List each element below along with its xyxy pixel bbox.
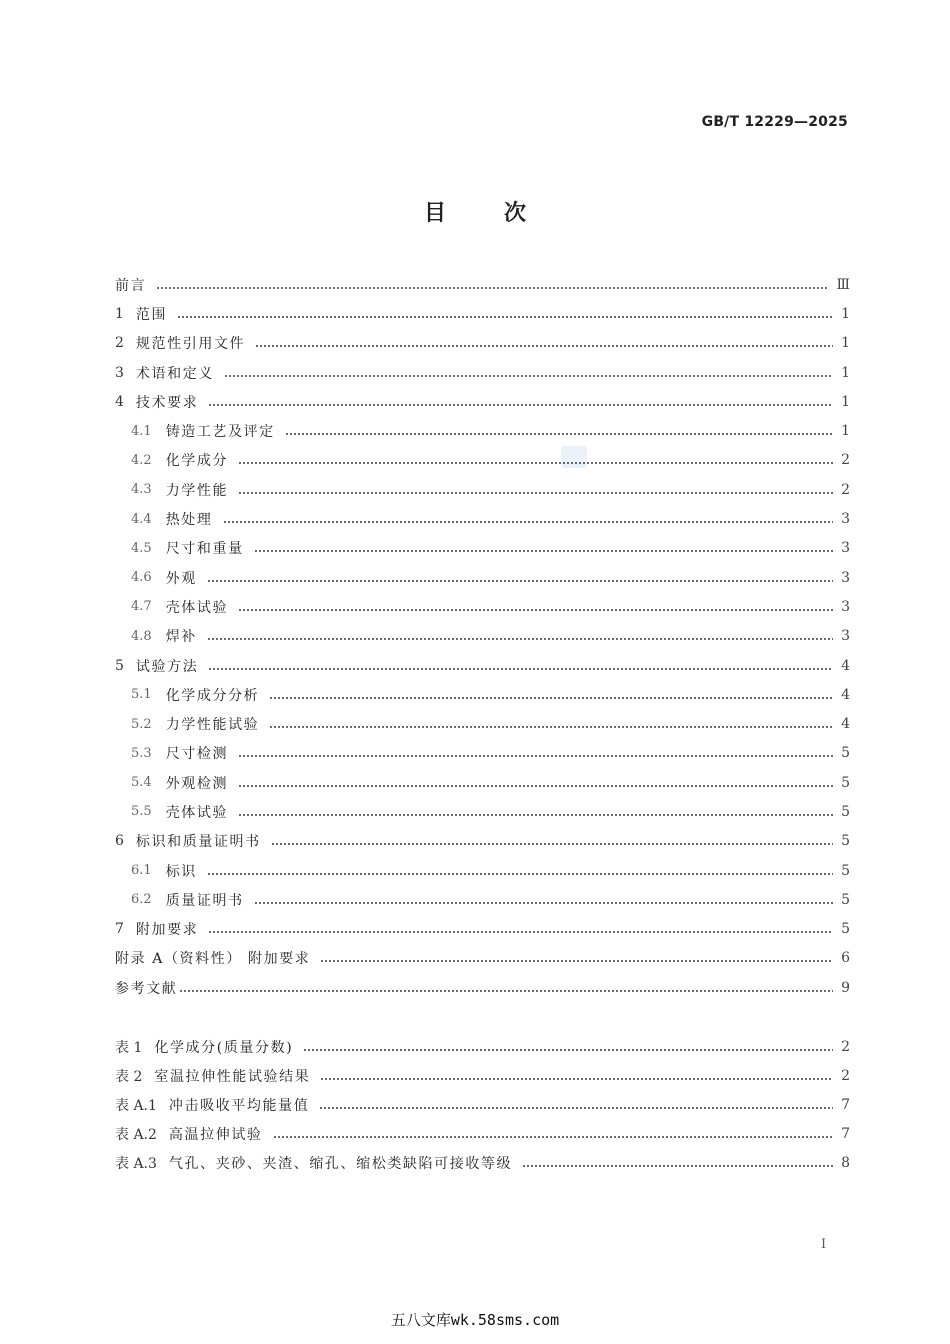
dot-leader bbox=[238, 755, 833, 757]
toc-entry-label: 术语和定义 bbox=[135, 365, 214, 382]
toc-entry[interactable] bbox=[115, 1090, 850, 1119]
dot-leader bbox=[238, 492, 833, 494]
toc-entry-page: 8 bbox=[841, 1154, 850, 1171]
toc-entry-page: 4 bbox=[841, 716, 850, 733]
toc-entry[interactable] bbox=[115, 563, 850, 592]
toc-entry-page: 3 bbox=[841, 540, 850, 557]
toc-entry-number: 4.3 bbox=[131, 482, 152, 498]
toc-entry-number: 4.5 bbox=[131, 540, 152, 556]
toc-entry-label: 尺寸和重量 bbox=[165, 541, 244, 558]
toc-entry-label: 尺寸检测 bbox=[165, 746, 229, 763]
dot-leader bbox=[271, 843, 833, 845]
toc-entry-label: 附加要求 bbox=[135, 922, 199, 939]
toc-entry[interactable] bbox=[115, 797, 850, 826]
dot-leader bbox=[223, 521, 834, 523]
toc-entry-number: 5.2 bbox=[131, 716, 152, 732]
table-of-contents bbox=[115, 270, 850, 1002]
toc-entry-page: 1 bbox=[841, 423, 850, 440]
toc-entry-page: 2 bbox=[841, 1067, 850, 1084]
toc-entry-number: 4 bbox=[115, 393, 124, 410]
toc-entry-page: 7 bbox=[841, 1096, 850, 1113]
toc-entry-page: 2 bbox=[841, 481, 850, 498]
toc-entry[interactable] bbox=[115, 358, 850, 387]
dot-leader bbox=[303, 1049, 833, 1051]
footer-watermark-text: 五八文库wk.58sms.com bbox=[390, 1311, 560, 1329]
toc-entry-number: 6.2 bbox=[131, 892, 152, 908]
dot-leader bbox=[156, 287, 828, 289]
toc-entry-label: 壳体试验 bbox=[165, 599, 229, 616]
toc-entry-number: 表 2 bbox=[115, 1068, 143, 1085]
dot-leader bbox=[319, 1107, 833, 1109]
toc-entry[interactable] bbox=[115, 534, 850, 563]
dot-leader bbox=[238, 609, 833, 611]
toc-entry-number: 5.1 bbox=[131, 687, 152, 703]
dot-leader bbox=[238, 814, 833, 816]
toc-entry-number: 5.5 bbox=[131, 804, 152, 820]
toc-entry[interactable] bbox=[115, 1061, 850, 1090]
toc-entry-number: 3 bbox=[115, 364, 124, 381]
toc-entry-number: 4.8 bbox=[131, 628, 152, 644]
toc-entry-number: 4.4 bbox=[131, 511, 152, 527]
toc-entry-page: 5 bbox=[841, 774, 850, 791]
toc-entry-label: 焊补 bbox=[165, 629, 197, 646]
dot-leader bbox=[522, 1165, 833, 1167]
toc-entry-number: 5.4 bbox=[131, 775, 152, 791]
toc-entry-label: 高温拉伸试验 bbox=[168, 1126, 263, 1143]
toc-entry-page: 1 bbox=[841, 305, 850, 322]
toc-entry[interactable] bbox=[115, 680, 850, 709]
dot-leader bbox=[208, 404, 833, 406]
toc-entry-page: 5 bbox=[841, 891, 850, 908]
toc-entry[interactable] bbox=[115, 651, 850, 680]
toc-entry-number: 4.6 bbox=[131, 570, 152, 586]
toc-entry-label: 前言 bbox=[115, 277, 147, 294]
toc-entry-label: 力学性能 bbox=[165, 482, 229, 499]
toc-entry-number: 4.7 bbox=[131, 599, 152, 615]
list-of-tables bbox=[115, 1032, 850, 1177]
toc-entry[interactable] bbox=[115, 329, 850, 358]
toc-entry[interactable] bbox=[115, 768, 850, 797]
toc-entry-page: 4 bbox=[841, 686, 850, 703]
toc-entry-label: 壳体试验 bbox=[165, 804, 229, 821]
toc-entry-page: 3 bbox=[841, 628, 850, 645]
toc-entry-page: 3 bbox=[841, 511, 850, 528]
toc-entry[interactable] bbox=[115, 1119, 850, 1148]
toc-entry-label: 铸造工艺及评定 bbox=[165, 424, 275, 441]
toc-entry-label: 化学成分 bbox=[165, 453, 229, 470]
toc-entry-label: 试验方法 bbox=[135, 658, 199, 675]
toc-entry-page: 7 bbox=[841, 1125, 850, 1142]
dot-leader bbox=[285, 433, 833, 435]
toc-entry-page: 1 bbox=[841, 335, 850, 352]
toc-entry[interactable] bbox=[115, 885, 850, 914]
toc-entry-page: 2 bbox=[841, 452, 850, 469]
toc-entry[interactable] bbox=[115, 709, 850, 738]
dot-leader bbox=[208, 668, 833, 670]
toc-entry-number: 表 A.2 bbox=[115, 1126, 157, 1143]
toc-entry[interactable] bbox=[115, 944, 850, 973]
toc-entry-page: 5 bbox=[841, 921, 850, 938]
toc-entry[interactable] bbox=[115, 973, 850, 1002]
toc-entry[interactable] bbox=[115, 827, 850, 856]
title-char-1: 目 bbox=[423, 201, 446, 226]
toc-entry[interactable] bbox=[115, 592, 850, 621]
toc-entry-page: 3 bbox=[841, 598, 850, 615]
toc-entry-page: 5 bbox=[841, 833, 850, 850]
toc-entry-label: 附录 A（资料性） 附加要求 bbox=[115, 951, 311, 968]
toc-entry-page: 3 bbox=[841, 569, 850, 586]
dot-leader bbox=[320, 1078, 833, 1080]
toc-entry-page: 5 bbox=[841, 862, 850, 879]
dot-leader bbox=[273, 1136, 834, 1138]
toc-entry[interactable] bbox=[115, 915, 850, 944]
standard-code: GB/T 12229—2025 bbox=[701, 114, 848, 130]
toc-entry-page: 4 bbox=[841, 657, 850, 674]
dot-leader bbox=[269, 697, 833, 699]
toc-entry[interactable] bbox=[115, 416, 850, 445]
dot-leader bbox=[224, 375, 833, 377]
dot-leader bbox=[207, 638, 833, 640]
toc-entry-page: 6 bbox=[841, 950, 850, 967]
toc-entry[interactable] bbox=[115, 1032, 850, 1061]
dot-leader bbox=[238, 462, 833, 464]
dot-leader bbox=[177, 316, 833, 318]
toc-entry[interactable] bbox=[115, 299, 850, 328]
dot-leader bbox=[179, 990, 833, 992]
toc-entry-number: 1 bbox=[115, 305, 124, 322]
toc-entry[interactable] bbox=[115, 856, 850, 885]
toc-entry-label: 外观检测 bbox=[165, 775, 229, 792]
toc-entry-number: 7 bbox=[115, 921, 124, 938]
toc-entry-number: 6.1 bbox=[131, 863, 152, 879]
toc-entry-label: 标识 bbox=[165, 863, 197, 880]
toc-entry-page: 5 bbox=[841, 745, 850, 762]
dot-leader bbox=[238, 785, 833, 787]
toc-entry-label: 技术要求 bbox=[135, 394, 199, 411]
toc-entry-number: 4.2 bbox=[131, 452, 152, 468]
dot-leader bbox=[320, 960, 833, 962]
toc-entry-number: 表 A.3 bbox=[115, 1155, 157, 1172]
toc-entry[interactable] bbox=[115, 446, 850, 475]
toc-entry-page: 5 bbox=[841, 803, 850, 820]
toc-entry-number: 4.1 bbox=[131, 423, 152, 439]
dot-leader bbox=[255, 345, 833, 347]
toc-entry-label: 室温拉伸性能试验结果 bbox=[154, 1068, 311, 1085]
dot-leader bbox=[208, 931, 833, 933]
toc-entry-number: 2 bbox=[115, 335, 124, 352]
toc-entry-page: Ⅲ bbox=[836, 276, 850, 293]
page-title bbox=[0, 196, 950, 227]
toc-entry-page: 2 bbox=[841, 1038, 850, 1055]
toc-entry-label: 质量证明书 bbox=[165, 892, 244, 909]
toc-entry-label: 热处理 bbox=[165, 512, 213, 529]
toc-entry[interactable] bbox=[115, 1148, 850, 1177]
toc-entry[interactable] bbox=[115, 622, 850, 651]
toc-entry-label: 气孔、夹砂、夹渣、缩孔、缩松类缺陷可接收等级 bbox=[168, 1155, 513, 1172]
dot-leader bbox=[254, 550, 833, 552]
toc-entry-number: 表 A.1 bbox=[115, 1097, 157, 1114]
toc-entry-label: 参考文献 bbox=[115, 980, 178, 997]
title-char-2: 次 bbox=[504, 201, 527, 226]
toc-entry[interactable] bbox=[115, 475, 850, 504]
toc-entry-page: 9 bbox=[841, 979, 850, 996]
dot-leader bbox=[254, 902, 833, 904]
toc-entry-label: 化学成分(质量分数) bbox=[154, 1039, 294, 1056]
dot-leader bbox=[207, 580, 833, 582]
toc-entry-label: 标识和质量证明书 bbox=[135, 834, 261, 851]
toc-entry[interactable] bbox=[115, 270, 850, 299]
toc-entry-number: 6 bbox=[115, 833, 124, 850]
dot-leader bbox=[207, 873, 833, 875]
toc-entry-label: 力学性能试验 bbox=[165, 717, 260, 734]
toc-entry-page: 1 bbox=[841, 364, 850, 381]
page-number: I bbox=[821, 1237, 827, 1252]
toc-entry-page: 1 bbox=[841, 393, 850, 410]
toc-entry-label: 化学成分分析 bbox=[165, 687, 260, 704]
toc-entry-label: 范围 bbox=[135, 306, 168, 323]
toc-entry[interactable] bbox=[115, 504, 850, 533]
toc-entry-label: 冲击吸收平均能量值 bbox=[168, 1097, 310, 1114]
toc-entry-label: 外观 bbox=[165, 570, 197, 587]
toc-entry-label: 规范性引用文件 bbox=[135, 336, 246, 353]
toc-entry-number: 表 1 bbox=[115, 1039, 143, 1056]
dot-leader bbox=[269, 726, 833, 728]
toc-entry-number: 5.3 bbox=[131, 745, 152, 761]
toc-entry[interactable] bbox=[115, 387, 850, 416]
toc-entry[interactable] bbox=[115, 739, 850, 768]
toc-entry-number: 5 bbox=[115, 657, 124, 674]
